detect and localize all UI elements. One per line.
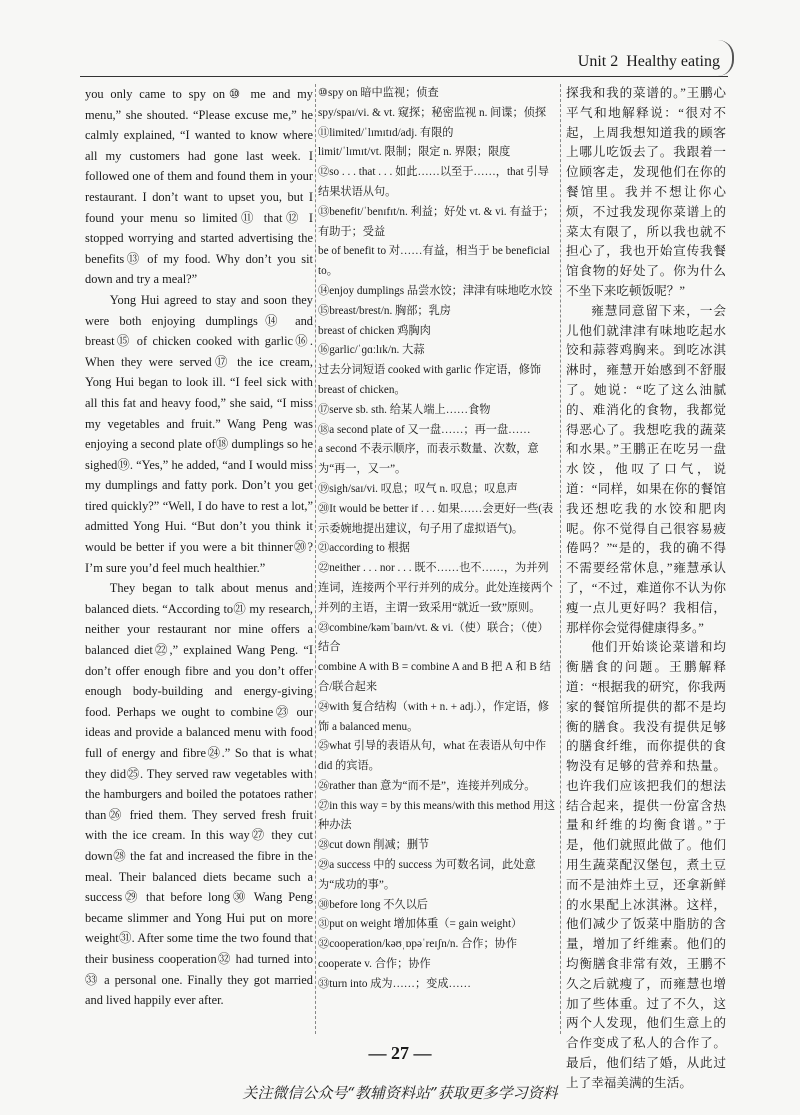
note-line: breast of chicken 鸡胸肉 [318,324,431,337]
translation-paragraph-1: 探我和我的菜谱的。”王鹏心平气和地解释说：“很对不起，上周我想知道我的顾客上哪儿吃饭去了。我跟着一位顾客走，发现他们在你的餐馆里。我并不想让你心烦，不过我发现你菜谱上的菜太有限了，所以我也就不担心了，我也开始宣传我餐馆食物的好处了。你为什么不坐下来吃顿饭呢？” [566,86,726,298]
note-line: ㉝turn into 成为……；变成…… [318,977,471,990]
note-line: ⑭enjoy dumplings 品尝水饺；津津有味地吃水饺 [318,284,553,297]
translation-paragraph-3: 他们开始谈论菜谱和均衡膳食的问题。王鹏解释道：“根据我的研究，你我两家的餐馆所提供的都不是均衡的膳食。我没有提供足够的膳食纤维，而你提供的食物没有足够的营养和热量。也许我们应该把我们的想法结合起来，提供一份富含热量和纤维的均衡食谱。”于是，他们就照此做了。他们用生蔬菜配汉堡包，煮土豆而不是油炸土豆，还拿新鲜的水果配上冰淇淋。这样，他们减少了饭菜中脂肪的含量，增加了纤维素。他们的均衡膳食非常有效，王鹏不久之后就瘦了，而雍慧也增加了些体重。过了不久，这两个人发现，他们生意上的合作变成了私人的合作了。最后，他们结了婚，从此过上了幸福美满的生活。 [566,640,726,1090]
note-line: ㉖rather than 意为“而不是”，连接并列成分。 [318,779,536,792]
english-text-column [85,84,313,1034]
english-paragraph-1: you only came to spy on⑩ me and my menu,” she shouted. “Please excuse me,” he calmly explained, “I wanted to know where all my customers had gone last week. I followed one of them and found them in your restaurant. I don’t want to upset you, but I found your menu so limited⑪ that⑫ I stopped worrying and started advertising the benefits⑬ of my food. Why don’t you sit down and try a meal?” [85,87,313,287]
note-line: ⑲sigh/saɪ/vi. 叹息；叹气 n. 叹息；叹息声 [318,482,518,495]
unit-label: Unit 2 [577,53,619,70]
note-line: ㉓combine/kəmˈbaɪn/vt. & vi.（使）联合；（使）结合 [318,621,549,654]
note-line: cooperate v. 合作；协作 [318,958,431,971]
note-line: ㉔with 复合结构（with + n. + adj.），作定语，修饰 a balanced menu。 [318,700,550,733]
note-line: ⑫so . . . that . . . 如此……以至于……，that 引导结果状语从句。 [318,166,549,198]
note-line: ㉚before long 不久以后 [318,898,428,911]
note-line: ㉛put on weight 增加体重（= gain weight） [318,918,523,931]
note-line: ⑱a second plate of 又一盘……；再一盘…… [318,423,531,436]
note-line: ⑪limited/ˈlɪmɪtɪd/adj. 有限的 [318,126,454,139]
note-line: ㉙a success 中的 success 为可数名词，此处意为“成功的事”。 [318,859,536,891]
note-line: ㉑according to 根据 [318,542,410,555]
footer-watermark: 关注微信公众号“教辅资料站”获取更多学习资料 [242,1084,558,1102]
note-line: ㉘cut down 削减；删节 [318,839,430,852]
note-line: 过去分词短语 cooked with garlic 作定语，修饰 breast of chicken。 [318,364,542,396]
note-line: ⑮breast/brest/n. 胸部；乳房 [318,304,451,317]
note-line: spy/spaɪ/vi. & vt. 窥探；秘密监视 n. 间谍；侦探 [318,106,547,119]
note-line: ⑯garlic/ˈɡɑːlɪk/n. 大蒜 [318,344,425,357]
header-rule [80,76,728,77]
note-line: ㉕what 引导的表语从句，what 在表语从句中作 did 的宾语。 [318,740,547,773]
notes-column [318,84,556,1034]
column-divider-right [560,84,561,1034]
unit-title: Healthy eating [626,53,720,70]
note-line: ㉗in this way = by this means/with this method 用这种办法 [318,799,556,832]
note-line: a second 不表示顺序，而表示数量、次数，意为“再一，又一”。 [318,443,539,476]
page-header [80,50,720,74]
translation-paragraph-2: 雍慧同意留下来，一会儿他们就津津有味地吃起水饺和蒜蓉鸡胸来。到吃冰淇淋时，雍慧开始感到不舒服了。她说：“吃了这么油腻的、难消化的食物，我都觉得恶心了。我想吃我的蔬菜和水果。”王鹏正在吃另一盘水饺，他叹了口气，说道：“同样，如果在你的餐馆我还想吃我的水饺和肥肉呢。你不觉得自己很容易疲倦吗？”“是的，我的确不得不需要经常休息，”雍慧承认了，“不过，难道你不认为你瘦一点儿更好吗？我相信，那样你会觉得健康得多。” [566,303,726,635]
page-number: — 27 — [368,1043,432,1063]
note-line: ⑰serve sb. sth. 给某人端上……食物 [318,403,491,416]
chinese-translation-column [566,84,726,1090]
note-line: ⑬benefit/ˈbenɪfɪt/n. 利益；好处 vt. & vi. 有益于；有助于；受益 [318,205,555,238]
english-paragraph-3: They began to talk about menus and balanced diets. “According to㉑ my research, neither your restaurant nor mine offers a balanced diet㉒,” explained Wang Peng. “I don’t offer enough fibre and you don’t offer enough body-building and energy-giving food. Perhaps we ought to combine㉓ our ideas and provide a balanced menu with food full of energy and fibre㉔.” So that is what they did㉕. They served raw vegetables with the hamburgers and boiled the potatoes rather than㉖ fried them. They served fresh fruit with the ice cream. In this way㉗ they cut down㉘ the fat and increased the fibre in the meal. Their balanced diets became such a success㉙ that before long㉚ Wang Peng became slimmer and Yong Hui put on more weight㉛. After some time the two found that their business cooperation㉜ had turned into㉝ a personal one. Finally they got married and lived happily ever after. [85,581,313,1008]
note-line: limit/ˈlɪmɪt/vt. 限制；限定 n. 界限；限度 [318,146,511,159]
note-line: combine A with B = combine A and B 把 A 和 B 结合/联合起来 [318,661,551,693]
note-line: ⑩spy on 暗中监视；侦查 [318,87,439,99]
note-line: be of benefit to 对……有益，相当于 be beneficial to。 [318,245,550,278]
note-line: ㉒neither . . . nor . . . 既不……也不……，为并列连词，连接两个平行并列的成分。此处连接两个并列的主语，主谓一致采用“就近一致”原则。 [318,562,553,614]
note-line: ㉜cooperation/kəʊˌɒpəˈreɪʃn/n. 合作；协作 [318,938,518,951]
page-corner-ornament [716,40,734,76]
column-divider-left [315,84,316,1034]
english-paragraph-2: Yong Hui agreed to stay and soon they were both enjoying dumplings⑭ and breast⑮ of chicken cooked with garlic⑯. When they were served⑰ the ice cream, Yong Hui began to look ill. “I feel sick with all this fat and heavy food,” she said, “I miss my vegetables and fruit.” Wang Peng was enjoying a second plate of⑱ dumplings so he sighed⑲. “Yes,” he added, “and I would miss my dumplings and fatty pork. Don’t you get tired quickly?” “Well, I do have to rest a lot,” admitted Yong Hui. “But don’t you think it would be better if you were a bit thinner⑳? I’m sure you’d feel much healthier.” [85,292,313,575]
note-line: ⑳It would be better if . . . 如果……会更好一些(表示委婉地提出建议，句子用了虚拟语气)。 [318,502,554,535]
